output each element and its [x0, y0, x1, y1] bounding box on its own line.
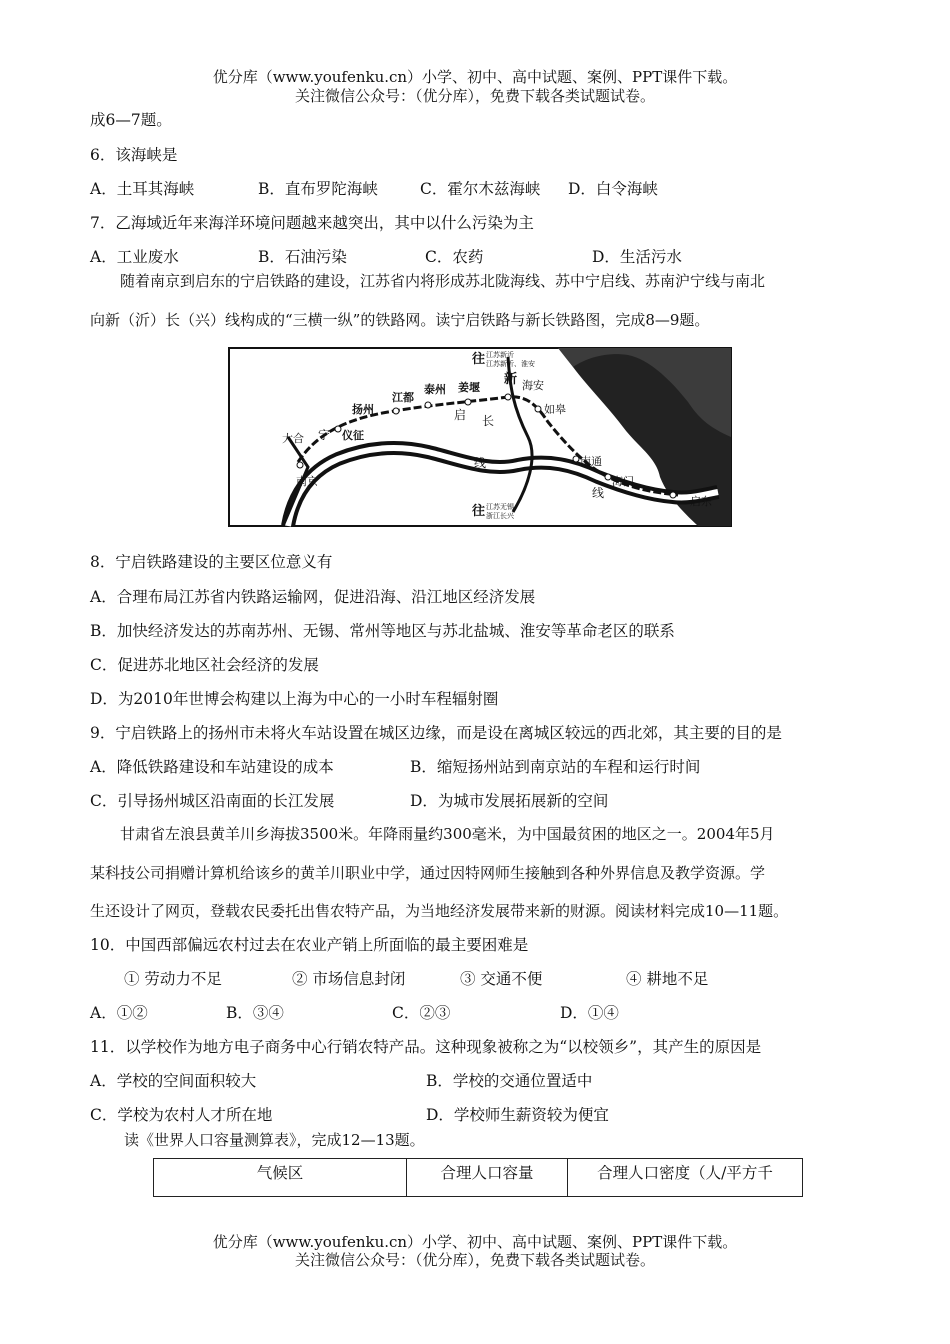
question-9: 9．宁启铁路上的扬州市未将火车站设置在城区边缘，而是设在离城区较远的西北郊，其主要的目的是: [90, 724, 782, 742]
q10-option-a: A．①②: [90, 1004, 148, 1022]
station-dot: [605, 474, 611, 480]
q11-option-c: C．学校为农村人才所在地: [90, 1106, 273, 1124]
q6-option-a: A．土耳其海峡: [90, 180, 195, 198]
footer-line-1: 优分库（www.youfenku.cn）小学、初中、高中试题、案例、PPT课件下载。: [212, 1233, 738, 1251]
q7-option-b: B．石油污染: [258, 248, 347, 266]
station-dot: [425, 402, 431, 408]
q6-option-d: D．白令海峡: [568, 180, 658, 198]
table-header-cell: 合理人口容量: [407, 1159, 568, 1197]
q9-option-c: C．引导扬州城区沿南面的长江发展: [90, 792, 335, 810]
map-label: 大合: [282, 432, 304, 445]
table-header-cell: 气候区: [154, 1159, 407, 1197]
q9-option-d: D．为城市发展拓展新的空间: [410, 792, 609, 810]
footer-line-2: 关注微信公众号：（优分库），免费下载各类试题试卷。: [294, 1251, 655, 1269]
header-line-2: 关注微信公众号：（优分库），免费下载各类试题试卷。: [294, 87, 655, 105]
intro-line: 成6—7题。: [90, 111, 172, 129]
question-10: 10．中国西部偏远农村过去在农业产销上所面临的最主要困难是: [90, 936, 529, 954]
table-row: [154, 1159, 803, 1197]
map-label: 江都: [392, 391, 414, 404]
map-label: 海安: [522, 379, 544, 392]
q10-option-d: D．①④: [560, 1004, 619, 1022]
paragraph-3: 读《世界人口容量测算表》，完成12—13题。: [124, 1131, 425, 1149]
paragraph-2-line-3: 生还设计了网页，登载农民委托出售农特产品，为当地经济发展带来新的财源。阅读材料完成10—11题。: [90, 902, 789, 920]
q10-item-1: ① 劳动力不足: [124, 970, 222, 988]
map-label: 江苏新沂: [486, 351, 514, 359]
question-11: 11．以学校作为地方电子商务中心行销农特产品。这种现象被称之为“以校领乡”，其产生的原因是: [90, 1038, 762, 1056]
map-label: 宁: [318, 428, 331, 442]
station-dot: [335, 426, 341, 432]
station-dot: [573, 456, 579, 462]
station-dot: [393, 408, 399, 414]
question-6: 6．该海峡是: [90, 146, 178, 164]
q7-option-c: C．农药: [425, 248, 484, 266]
table-header-cell: 合理人口密度（人/平方千: [568, 1159, 803, 1197]
q10-item-2: ② 市场信息封闭: [292, 970, 406, 988]
q11-option-a: A．学校的空间面积较大: [90, 1072, 257, 1090]
map-label: 长: [482, 414, 495, 428]
q6-option-b: B．直布罗陀海峡: [258, 180, 378, 198]
q6-option-c: C．霍尔木兹海峡: [420, 180, 541, 198]
map-label: 启东: [690, 495, 712, 508]
q11-option-d: D．学校师生薪资较为便宜: [426, 1106, 609, 1124]
map-label: 往: [472, 504, 486, 519]
map-label: 江苏无锡: [486, 503, 514, 511]
map-label: 浙江长兴: [486, 512, 514, 520]
paragraph-1-line-1: 随着南京到启东的宁启铁路的建设，江苏省内将形成苏北陇海线、苏中宁启线、苏南沪宁线与南北: [120, 272, 766, 290]
q7-option-d: D．生活污水: [592, 248, 682, 266]
map-label: 南通: [580, 455, 602, 468]
q9-option-a: A．降低铁路建设和车站建设的成本: [90, 758, 334, 776]
map-label: 南京: [296, 475, 318, 488]
paragraph-2-line-2: 某科技公司捐赠计算机给该乡的黄羊川职业中学，通过因特网师生接触到各种外界信息及教学资源。学: [90, 864, 766, 882]
map-label: 线: [592, 486, 605, 500]
map-label: 如皋: [544, 403, 566, 416]
q8-option-d: D．为2010年世博会构建以上海为中心的一小时车程辐射圈: [90, 690, 499, 708]
map-label: 泰州: [424, 383, 446, 396]
station-dot: [297, 462, 303, 468]
question-7: 7．乙海域近年来海洋环境问题越来越突出，其中以什么污染为主: [90, 214, 534, 232]
map-label: 启: [454, 408, 467, 422]
paragraph-1-line-2: 向新（沂）长（兴）线构成的“三横一纵”的铁路网。读宁启铁路与新长铁路图，完成8—9题。: [90, 311, 710, 329]
q10-option-c: C．②③: [392, 1004, 451, 1022]
header-line-1: 优分库（www.youfenku.cn）小学、初中、高中试题、案例、PPT课件下载。: [212, 68, 738, 86]
station-dot: [465, 399, 471, 405]
map-label: 往: [472, 352, 486, 367]
map-label: 线: [474, 456, 487, 470]
q10-item-3: ③ 交通不便: [460, 970, 543, 988]
map-label: 扬州: [352, 403, 374, 416]
question-8: 8．宁启铁路建设的主要区位意义有: [90, 553, 333, 571]
q10-item-4: ④ 耕地不足: [626, 970, 709, 988]
map-label: 姜堰: [458, 381, 480, 394]
q7-option-a: A．工业废水: [90, 248, 179, 266]
q8-option-c: C．促进苏北地区社会经济的发展: [90, 656, 319, 674]
map-label: 仪征: [342, 429, 364, 442]
station-dot: [670, 492, 676, 498]
population-table: [153, 1158, 803, 1197]
paragraph-2-line-1: 甘肃省左浪县黄羊川乡海拔3500米。年降雨量约300毫米，为中国最贫困的地区之一。2004年5月: [120, 825, 775, 843]
q8-option-b: B．加快经济发达的苏南苏州、无锡、常州等地区与苏北盐城、淮安等革命老区的联系: [90, 622, 675, 640]
railway-map: [228, 347, 732, 527]
station-dot: [505, 394, 511, 400]
q9-option-b: B．缩短扬州站到南京站的车程和运行时间: [410, 758, 701, 776]
q8-option-a: A．合理布局江苏省内铁路运输网，促进沿海、沿江地区经济发展: [90, 588, 536, 606]
q11-option-b: B．学校的交通位置适中: [426, 1072, 593, 1090]
station-dot: [535, 406, 541, 412]
map-label: 海门: [612, 475, 634, 488]
map-label: 新: [504, 372, 518, 387]
q10-option-b: B．③④: [226, 1004, 284, 1022]
map-label: 江苏新沂、淮安: [486, 360, 535, 368]
